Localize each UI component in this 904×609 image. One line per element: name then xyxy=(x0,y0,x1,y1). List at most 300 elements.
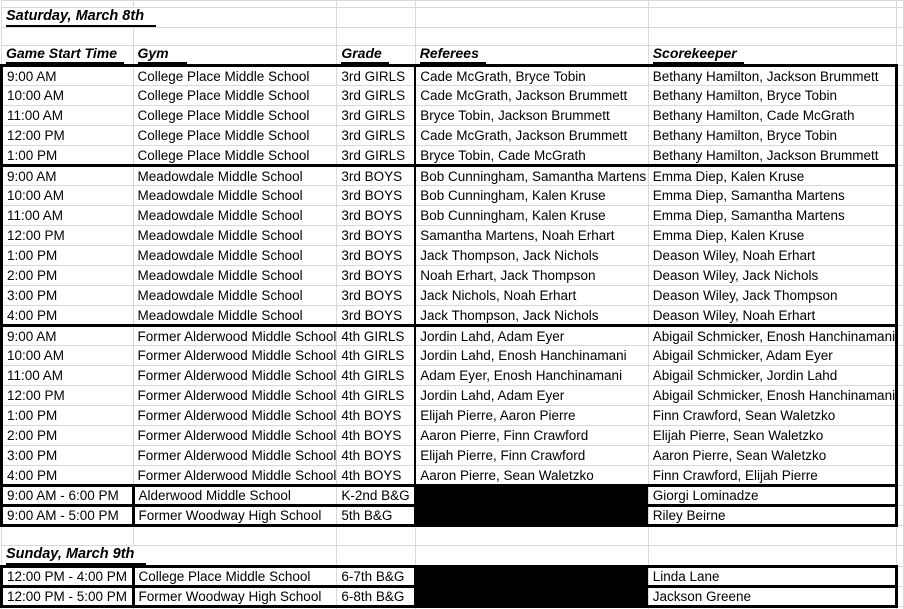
cell-gym[interactable] xyxy=(133,186,337,206)
cell-game-start-time[interactable] xyxy=(2,106,134,126)
cell-game-start-time-text: 2:00 PM xyxy=(7,428,58,443)
cell-gym[interactable] xyxy=(133,146,337,166)
cell-grade[interactable] xyxy=(337,486,415,506)
empty-cell[interactable] xyxy=(897,146,904,166)
cell-gym[interactable] xyxy=(133,266,337,286)
header-gym-text: Gym xyxy=(138,46,187,64)
cell-game-start-time[interactable] xyxy=(2,587,134,607)
cell-grade-text: 4th GIRLS xyxy=(341,388,405,403)
cell-game-start-time-text: 12:00 PM xyxy=(7,228,65,243)
cell-grade[interactable] xyxy=(337,326,415,346)
cell-grade[interactable] xyxy=(337,466,415,486)
cell-grade-text: 3rd BOYS xyxy=(341,168,403,184)
cell-gym[interactable] xyxy=(133,326,337,346)
cell-referees[interactable] xyxy=(415,346,648,366)
empty-cell[interactable] xyxy=(337,1,415,8)
game-row xyxy=(2,366,904,386)
cell-game-start-time-text: 9:00 AM xyxy=(7,68,57,84)
cell-gym[interactable] xyxy=(133,567,337,587)
cell-gym[interactable] xyxy=(133,466,337,486)
cell-referees-text: Aaron Pierre, Sean Waletzko xyxy=(420,467,594,483)
cell-gym-text: Former Woodway High School xyxy=(138,508,322,523)
empty-cell[interactable] xyxy=(897,206,904,226)
section-label-saturday-text: Saturday, March 8th xyxy=(6,9,156,27)
game-row xyxy=(2,206,904,226)
cell-referees-text: Elijah Pierre, Finn Crawford xyxy=(420,448,586,463)
empty-cell[interactable] xyxy=(897,46,904,66)
header-gym[interactable] xyxy=(133,46,337,66)
cell-gym[interactable] xyxy=(133,366,337,386)
cell-referees-blackout[interactable] xyxy=(415,506,648,526)
cell-referees-text: Jack Thompson, Jack Nichols xyxy=(420,248,599,263)
cell-scorekeeper-text: Deason Wiley, Jack Thompson xyxy=(652,288,838,303)
cell-referees-blackout[interactable] xyxy=(415,486,648,506)
cell-game-start-time[interactable] xyxy=(2,506,134,526)
empty-cell[interactable] xyxy=(897,226,904,246)
cell-grade[interactable] xyxy=(337,86,415,106)
cell-gym-text: College Place Middle School xyxy=(138,569,311,584)
empty-cell[interactable] xyxy=(897,526,904,546)
cell-grade-text: 4th GIRLS xyxy=(341,348,405,363)
cell-gym[interactable] xyxy=(133,346,337,366)
cell-game-start-time-text: 11:00 AM xyxy=(7,108,64,123)
empty-cell[interactable] xyxy=(897,426,904,446)
cell-referees-text: Bob Cunningham, Kalen Kruse xyxy=(420,188,606,203)
cell-gym[interactable] xyxy=(133,226,337,246)
cell-grade[interactable] xyxy=(337,106,415,126)
cell-gym-text: Meadowdale Middle School xyxy=(137,228,303,243)
cell-scorekeeper[interactable] xyxy=(648,426,896,446)
empty-cell[interactable] xyxy=(897,1,904,8)
cell-grade[interactable] xyxy=(337,166,415,186)
empty-cell[interactable] xyxy=(897,86,904,106)
empty-cell[interactable] xyxy=(415,8,648,28)
cell-referees[interactable] xyxy=(415,166,648,186)
cell-grade[interactable] xyxy=(337,266,415,286)
cell-scorekeeper[interactable] xyxy=(648,166,896,186)
cell-game-start-time[interactable] xyxy=(2,186,134,206)
game-row xyxy=(2,126,904,146)
cell-gym[interactable] xyxy=(133,426,337,446)
header-grade[interactable] xyxy=(337,46,415,66)
cell-game-start-time-text: 10:00 AM xyxy=(7,348,65,363)
cell-referees[interactable] xyxy=(415,466,648,486)
cell-game-start-time-text: 10:00 AM xyxy=(7,188,65,203)
empty-cell[interactable] xyxy=(897,366,904,386)
header-scorekeeper[interactable] xyxy=(648,46,896,66)
empty-cell[interactable] xyxy=(2,1,134,8)
game-row xyxy=(2,106,904,126)
cell-game-start-time-text: 1:00 PM xyxy=(7,408,58,423)
cell-scorekeeper-text: Aaron Pierre, Sean Waletzko xyxy=(652,448,827,463)
cell-scorekeeper-text: Jackson Greene xyxy=(652,589,752,604)
empty-cell[interactable] xyxy=(337,546,415,567)
cell-scorekeeper-text: Emma Diep, Samantha Martens xyxy=(652,188,845,203)
cell-grade-text: 4th GIRLS xyxy=(341,328,405,344)
cell-game-start-time[interactable] xyxy=(2,366,134,386)
cell-grade[interactable] xyxy=(337,286,415,306)
cell-gym[interactable] xyxy=(133,386,337,406)
section-label-saturday[interactable] xyxy=(2,8,337,28)
cell-referees-text: Cade McGrath, Bryce Tobin xyxy=(420,68,586,84)
cell-game-start-time-text: 12:00 PM - 5:00 PM xyxy=(7,589,128,604)
empty-cell[interactable] xyxy=(897,567,904,587)
cell-scorekeeper[interactable] xyxy=(648,346,896,366)
cell-referees[interactable] xyxy=(415,226,648,246)
cell-game-start-time[interactable] xyxy=(2,326,134,346)
header-game-start-time[interactable] xyxy=(2,46,134,66)
empty-cell[interactable] xyxy=(897,466,904,486)
cell-gym[interactable] xyxy=(133,126,337,146)
cell-grade[interactable] xyxy=(337,306,415,326)
cell-scorekeeper[interactable] xyxy=(648,486,896,506)
cell-grade-text: 3rd GIRLS xyxy=(341,88,406,103)
game-row xyxy=(2,466,904,486)
cell-referees-text: Aaron Pierre, Finn Crawford xyxy=(420,428,589,443)
empty-cell[interactable] xyxy=(897,326,904,346)
cell-scorekeeper-text: Bethany Hamilton, Cade McGrath xyxy=(652,108,855,123)
cell-referees[interactable] xyxy=(415,86,648,106)
game-row xyxy=(2,446,904,466)
cell-gym[interactable] xyxy=(133,286,337,306)
cell-game-start-time[interactable] xyxy=(2,66,134,86)
cell-gym-text: Former Alderwood Middle School xyxy=(137,348,337,363)
cell-gym[interactable] xyxy=(133,86,337,106)
empty-cell[interactable] xyxy=(897,8,904,28)
cell-scorekeeper-text: Bethany Hamilton, Bryce Tobin xyxy=(652,88,838,103)
cell-gym-text: Meadowdale Middle School xyxy=(137,288,303,303)
game-row xyxy=(2,486,904,506)
cell-scorekeeper-text: Finn Crawford, Sean Waletzko xyxy=(652,408,836,423)
cell-referees[interactable] xyxy=(415,246,648,266)
cell-grade-text: 4th BOYS xyxy=(341,408,402,423)
cell-scorekeeper-text: Elijah Pierre, Sean Waletzko xyxy=(652,428,824,443)
empty-cell[interactable] xyxy=(897,66,904,86)
cell-game-start-time-text: 3:00 PM xyxy=(7,448,58,463)
cell-game-start-time-text: 9:00 AM xyxy=(7,168,57,184)
cell-game-start-time[interactable] xyxy=(2,567,134,587)
cell-game-start-time[interactable] xyxy=(2,166,134,186)
cell-game-start-time-text: 1:00 PM xyxy=(7,147,58,163)
game-row xyxy=(2,146,904,166)
cell-referees[interactable] xyxy=(415,126,648,146)
cell-referees[interactable] xyxy=(415,106,648,126)
empty-cell[interactable] xyxy=(897,126,904,146)
cell-scorekeeper-text: Abigail Schmicker, Enosh Hanchinamani xyxy=(652,328,896,344)
cell-grade[interactable] xyxy=(337,66,415,86)
game-row xyxy=(2,226,904,246)
cell-grade[interactable] xyxy=(337,186,415,206)
cell-gym-text: Former Alderwood Middle School xyxy=(137,428,337,443)
empty-cell[interactable] xyxy=(648,28,896,46)
cell-gym-text: Meadowdale Middle School xyxy=(137,208,303,223)
cell-grade-text: 3rd GIRLS xyxy=(341,108,406,123)
cell-grade[interactable] xyxy=(337,226,415,246)
cell-referees[interactable] xyxy=(415,146,648,166)
cell-game-start-time[interactable] xyxy=(2,386,134,406)
cell-game-start-time[interactable] xyxy=(2,126,134,146)
cell-game-start-time[interactable] xyxy=(2,466,134,486)
section-label-sunday-row xyxy=(2,546,904,567)
sheet-body xyxy=(2,1,904,609)
cell-grade-text: 6-8th B&G xyxy=(341,589,405,604)
cell-scorekeeper-text: Giorgi Lominadze xyxy=(652,488,759,503)
cell-game-start-time-text: 3:00 PM xyxy=(7,288,58,303)
cell-gym-text: College Place Middle School xyxy=(137,128,310,143)
cell-grade-text: 4th GIRLS xyxy=(341,368,405,383)
cell-scorekeeper[interactable] xyxy=(648,306,896,326)
empty-cell[interactable] xyxy=(133,526,337,546)
empty-cell[interactable] xyxy=(897,266,904,286)
cell-referees[interactable] xyxy=(415,286,648,306)
empty-cell[interactable] xyxy=(337,28,415,46)
empty-cell[interactable] xyxy=(2,28,134,46)
cell-scorekeeper-text: Emma Diep, Kalen Kruse xyxy=(652,168,805,184)
cell-referees[interactable] xyxy=(415,306,648,326)
cell-referees-text: Bryce Tobin, Cade McGrath xyxy=(420,147,586,163)
cell-scorekeeper[interactable] xyxy=(648,106,896,126)
cell-game-start-time[interactable] xyxy=(2,226,134,246)
cell-scorekeeper[interactable] xyxy=(648,446,896,466)
empty-cell[interactable] xyxy=(897,166,904,186)
cell-game-start-time-text: 9:00 AM xyxy=(7,328,57,344)
cell-game-start-time[interactable] xyxy=(2,426,134,446)
empty-cell[interactable] xyxy=(648,546,896,567)
cell-scorekeeper[interactable] xyxy=(648,286,896,306)
section-label-sunday[interactable] xyxy=(2,546,337,567)
cell-gym[interactable] xyxy=(133,306,337,326)
cell-scorekeeper[interactable] xyxy=(648,326,896,346)
cell-referees-blackout[interactable] xyxy=(415,567,648,587)
cell-grade[interactable] xyxy=(337,426,415,446)
cell-grade[interactable] xyxy=(337,146,415,166)
cell-grade[interactable] xyxy=(337,206,415,226)
game-row xyxy=(2,386,904,406)
game-row xyxy=(2,266,904,286)
cell-grade[interactable] xyxy=(337,567,415,587)
game-row xyxy=(2,506,904,526)
cell-game-start-time[interactable] xyxy=(2,346,134,366)
game-row xyxy=(2,326,904,346)
cell-gym[interactable] xyxy=(133,246,337,266)
cell-scorekeeper[interactable] xyxy=(648,206,896,226)
cell-game-start-time[interactable] xyxy=(2,146,134,166)
empty-cell[interactable] xyxy=(2,526,134,546)
empty-cell[interactable] xyxy=(337,526,415,546)
cell-referees[interactable] xyxy=(415,206,648,226)
empty-cell[interactable] xyxy=(897,386,904,406)
cell-grade[interactable] xyxy=(337,246,415,266)
cell-referees-text: Adam Eyer, Enosh Hanchinamani xyxy=(420,368,623,383)
cell-gym-text: Meadowdale Middle School xyxy=(137,268,303,283)
cell-game-start-time[interactable] xyxy=(2,306,134,326)
cell-game-start-time-text: 11:00 AM xyxy=(7,208,64,223)
cell-gym[interactable] xyxy=(133,486,337,506)
cell-gym-text: Former Woodway High School xyxy=(138,589,322,604)
cell-grade-text: 3rd BOYS xyxy=(341,228,403,243)
empty-cell[interactable] xyxy=(897,28,904,46)
cell-game-start-time[interactable] xyxy=(2,266,134,286)
cell-scorekeeper[interactable] xyxy=(648,406,896,426)
empty-cell[interactable] xyxy=(897,587,904,607)
cell-game-start-time[interactable] xyxy=(2,206,134,226)
cell-gym[interactable] xyxy=(133,446,337,466)
empty-cell[interactable] xyxy=(648,1,896,8)
top-partial-row xyxy=(2,1,904,8)
cell-scorekeeper-text: Emma Diep, Samantha Martens xyxy=(652,208,845,223)
cell-gym-text: Former Alderwood Middle School xyxy=(137,388,337,403)
game-row xyxy=(2,426,904,446)
empty-cell[interactable] xyxy=(897,246,904,266)
game-row xyxy=(2,246,904,266)
game-row xyxy=(2,567,904,587)
cell-referees[interactable] xyxy=(415,326,648,346)
cell-gym-text: Meadowdale Middle School xyxy=(137,307,303,323)
cell-game-start-time[interactable] xyxy=(2,446,134,466)
header-referees[interactable] xyxy=(415,46,648,66)
cell-referees-text: Samantha Martens, Noah Erhart xyxy=(420,228,615,243)
cell-game-start-time-text: 4:00 PM xyxy=(7,467,58,483)
cell-scorekeeper[interactable] xyxy=(648,66,896,86)
game-row xyxy=(2,186,904,206)
empty-cell[interactable] xyxy=(133,28,337,46)
header-grade-text: Grade xyxy=(341,46,388,64)
cell-referees[interactable] xyxy=(415,66,648,86)
empty-cell[interactable] xyxy=(337,8,415,28)
cell-game-start-time-text: 12:00 PM - 4:00 PM xyxy=(7,569,128,584)
cell-game-start-time[interactable] xyxy=(2,286,134,306)
cell-referees-text: Jordin Lahd, Enosh Hanchinamani xyxy=(420,348,627,363)
cell-referees-text: Noah Erhart, Jack Thompson xyxy=(420,268,596,283)
cell-grade-text: 4th BOYS xyxy=(341,428,402,443)
cell-referees[interactable] xyxy=(415,366,648,386)
cell-gym-text: College Place Middle School xyxy=(137,68,310,84)
cell-game-start-time-text: 12:00 PM xyxy=(7,388,65,403)
cell-scorekeeper[interactable] xyxy=(648,266,896,286)
cell-referees[interactable] xyxy=(415,446,648,466)
cell-grade[interactable] xyxy=(337,346,415,366)
cell-grade-text: 4th BOYS xyxy=(341,467,402,483)
cell-gym[interactable] xyxy=(133,106,337,126)
cell-grade-text: 3rd BOYS xyxy=(341,288,403,303)
cell-scorekeeper[interactable] xyxy=(648,186,896,206)
cell-grade-text: 3rd GIRLS xyxy=(341,128,406,143)
cell-scorekeeper[interactable] xyxy=(648,386,896,406)
cell-referees-blackout[interactable] xyxy=(415,587,648,607)
game-row xyxy=(2,66,904,86)
cell-scorekeeper[interactable] xyxy=(648,246,896,266)
cell-referees-text: Jordin Lahd, Adam Eyer xyxy=(420,388,565,403)
cell-scorekeeper[interactable] xyxy=(648,567,896,587)
cell-referees[interactable] xyxy=(415,406,648,426)
cell-scorekeeper-text: Finn Crawford, Elijah Pierre xyxy=(652,467,818,483)
cell-scorekeeper-text: Abigail Schmicker, Jordin Lahd xyxy=(652,368,838,383)
cell-scorekeeper-text: Bethany Hamilton, Jackson Brummett xyxy=(652,147,879,163)
empty-cell[interactable] xyxy=(897,186,904,206)
cell-scorekeeper[interactable] xyxy=(648,86,896,106)
empty-cell[interactable] xyxy=(897,406,904,426)
empty-row xyxy=(2,28,904,46)
empty-cell[interactable] xyxy=(897,486,904,506)
cell-gym[interactable] xyxy=(133,587,337,607)
cell-scorekeeper[interactable] xyxy=(648,226,896,246)
empty-cell[interactable] xyxy=(648,526,896,546)
section-label-sunday-text: Sunday, March 9th xyxy=(6,547,146,565)
empty-cell[interactable] xyxy=(897,506,904,526)
cell-scorekeeper[interactable] xyxy=(648,146,896,166)
cell-grade-text: 3rd BOYS xyxy=(341,248,403,263)
cell-grade[interactable] xyxy=(337,366,415,386)
cell-referees-text: Cade McGrath, Jackson Brummett xyxy=(420,88,628,103)
cell-referees-text: Bob Cunningham, Kalen Kruse xyxy=(420,208,606,223)
cell-referees[interactable] xyxy=(415,266,648,286)
section-label-saturday-row xyxy=(2,8,904,28)
cell-scorekeeper[interactable] xyxy=(648,366,896,386)
cell-game-start-time-text: 2:00 PM xyxy=(7,268,58,283)
cell-grade[interactable] xyxy=(337,386,415,406)
empty-cell[interactable] xyxy=(415,526,648,546)
cell-referees[interactable] xyxy=(415,186,648,206)
game-row xyxy=(2,587,904,607)
header-row xyxy=(2,46,904,66)
cell-scorekeeper[interactable] xyxy=(648,126,896,146)
cell-scorekeeper-text: Bethany Hamilton, Bryce Tobin xyxy=(652,128,838,143)
cell-gym[interactable] xyxy=(133,166,337,186)
cell-grade[interactable] xyxy=(337,406,415,426)
cell-gym[interactable] xyxy=(133,206,337,226)
empty-cell[interactable] xyxy=(133,1,337,8)
cell-gym[interactable] xyxy=(133,506,337,526)
empty-cell[interactable] xyxy=(415,1,648,8)
cell-referees[interactable] xyxy=(415,386,648,406)
cell-referees[interactable] xyxy=(415,426,648,446)
cell-gym-text: Former Alderwood Middle School xyxy=(137,408,337,423)
cell-gym-text: College Place Middle School xyxy=(137,108,310,123)
cell-scorekeeper[interactable] xyxy=(648,466,896,486)
empty-cell[interactable] xyxy=(648,8,896,28)
cell-referees-text: Jack Thompson, Jack Nichols xyxy=(420,307,599,323)
cell-gym-text: Former Alderwood Middle School xyxy=(137,467,337,483)
empty-cell[interactable] xyxy=(897,546,904,567)
cell-game-start-time[interactable] xyxy=(2,86,134,106)
cell-game-start-time[interactable] xyxy=(2,486,134,506)
cell-grade[interactable] xyxy=(337,506,415,526)
cell-scorekeeper[interactable] xyxy=(648,587,896,607)
cell-game-start-time[interactable] xyxy=(2,406,134,426)
empty-cell[interactable] xyxy=(897,446,904,466)
game-row xyxy=(2,166,904,186)
game-row xyxy=(2,86,904,106)
cell-scorekeeper[interactable] xyxy=(648,506,896,526)
empty-cell[interactable] xyxy=(415,28,648,46)
empty-cell[interactable] xyxy=(897,286,904,306)
cell-gym[interactable] xyxy=(133,406,337,426)
cell-grade[interactable] xyxy=(337,587,415,607)
empty-cell[interactable] xyxy=(897,306,904,326)
cell-grade-text: 3rd BOYS xyxy=(341,307,403,323)
cell-game-start-time-text: 1:00 PM xyxy=(7,248,58,263)
cell-gym[interactable] xyxy=(133,66,337,86)
empty-cell[interactable] xyxy=(415,546,648,567)
cell-game-start-time[interactable] xyxy=(2,246,134,266)
cell-gym-text: Meadowdale Middle School xyxy=(137,248,303,263)
cell-grade[interactable] xyxy=(337,446,415,466)
empty-cell[interactable] xyxy=(897,106,904,126)
cell-gym-text: Former Alderwood Middle School xyxy=(137,368,337,383)
cell-referees-text: Cade McGrath, Jackson Brummett xyxy=(420,128,628,143)
empty-cell[interactable] xyxy=(897,346,904,366)
cell-grade[interactable] xyxy=(337,126,415,146)
